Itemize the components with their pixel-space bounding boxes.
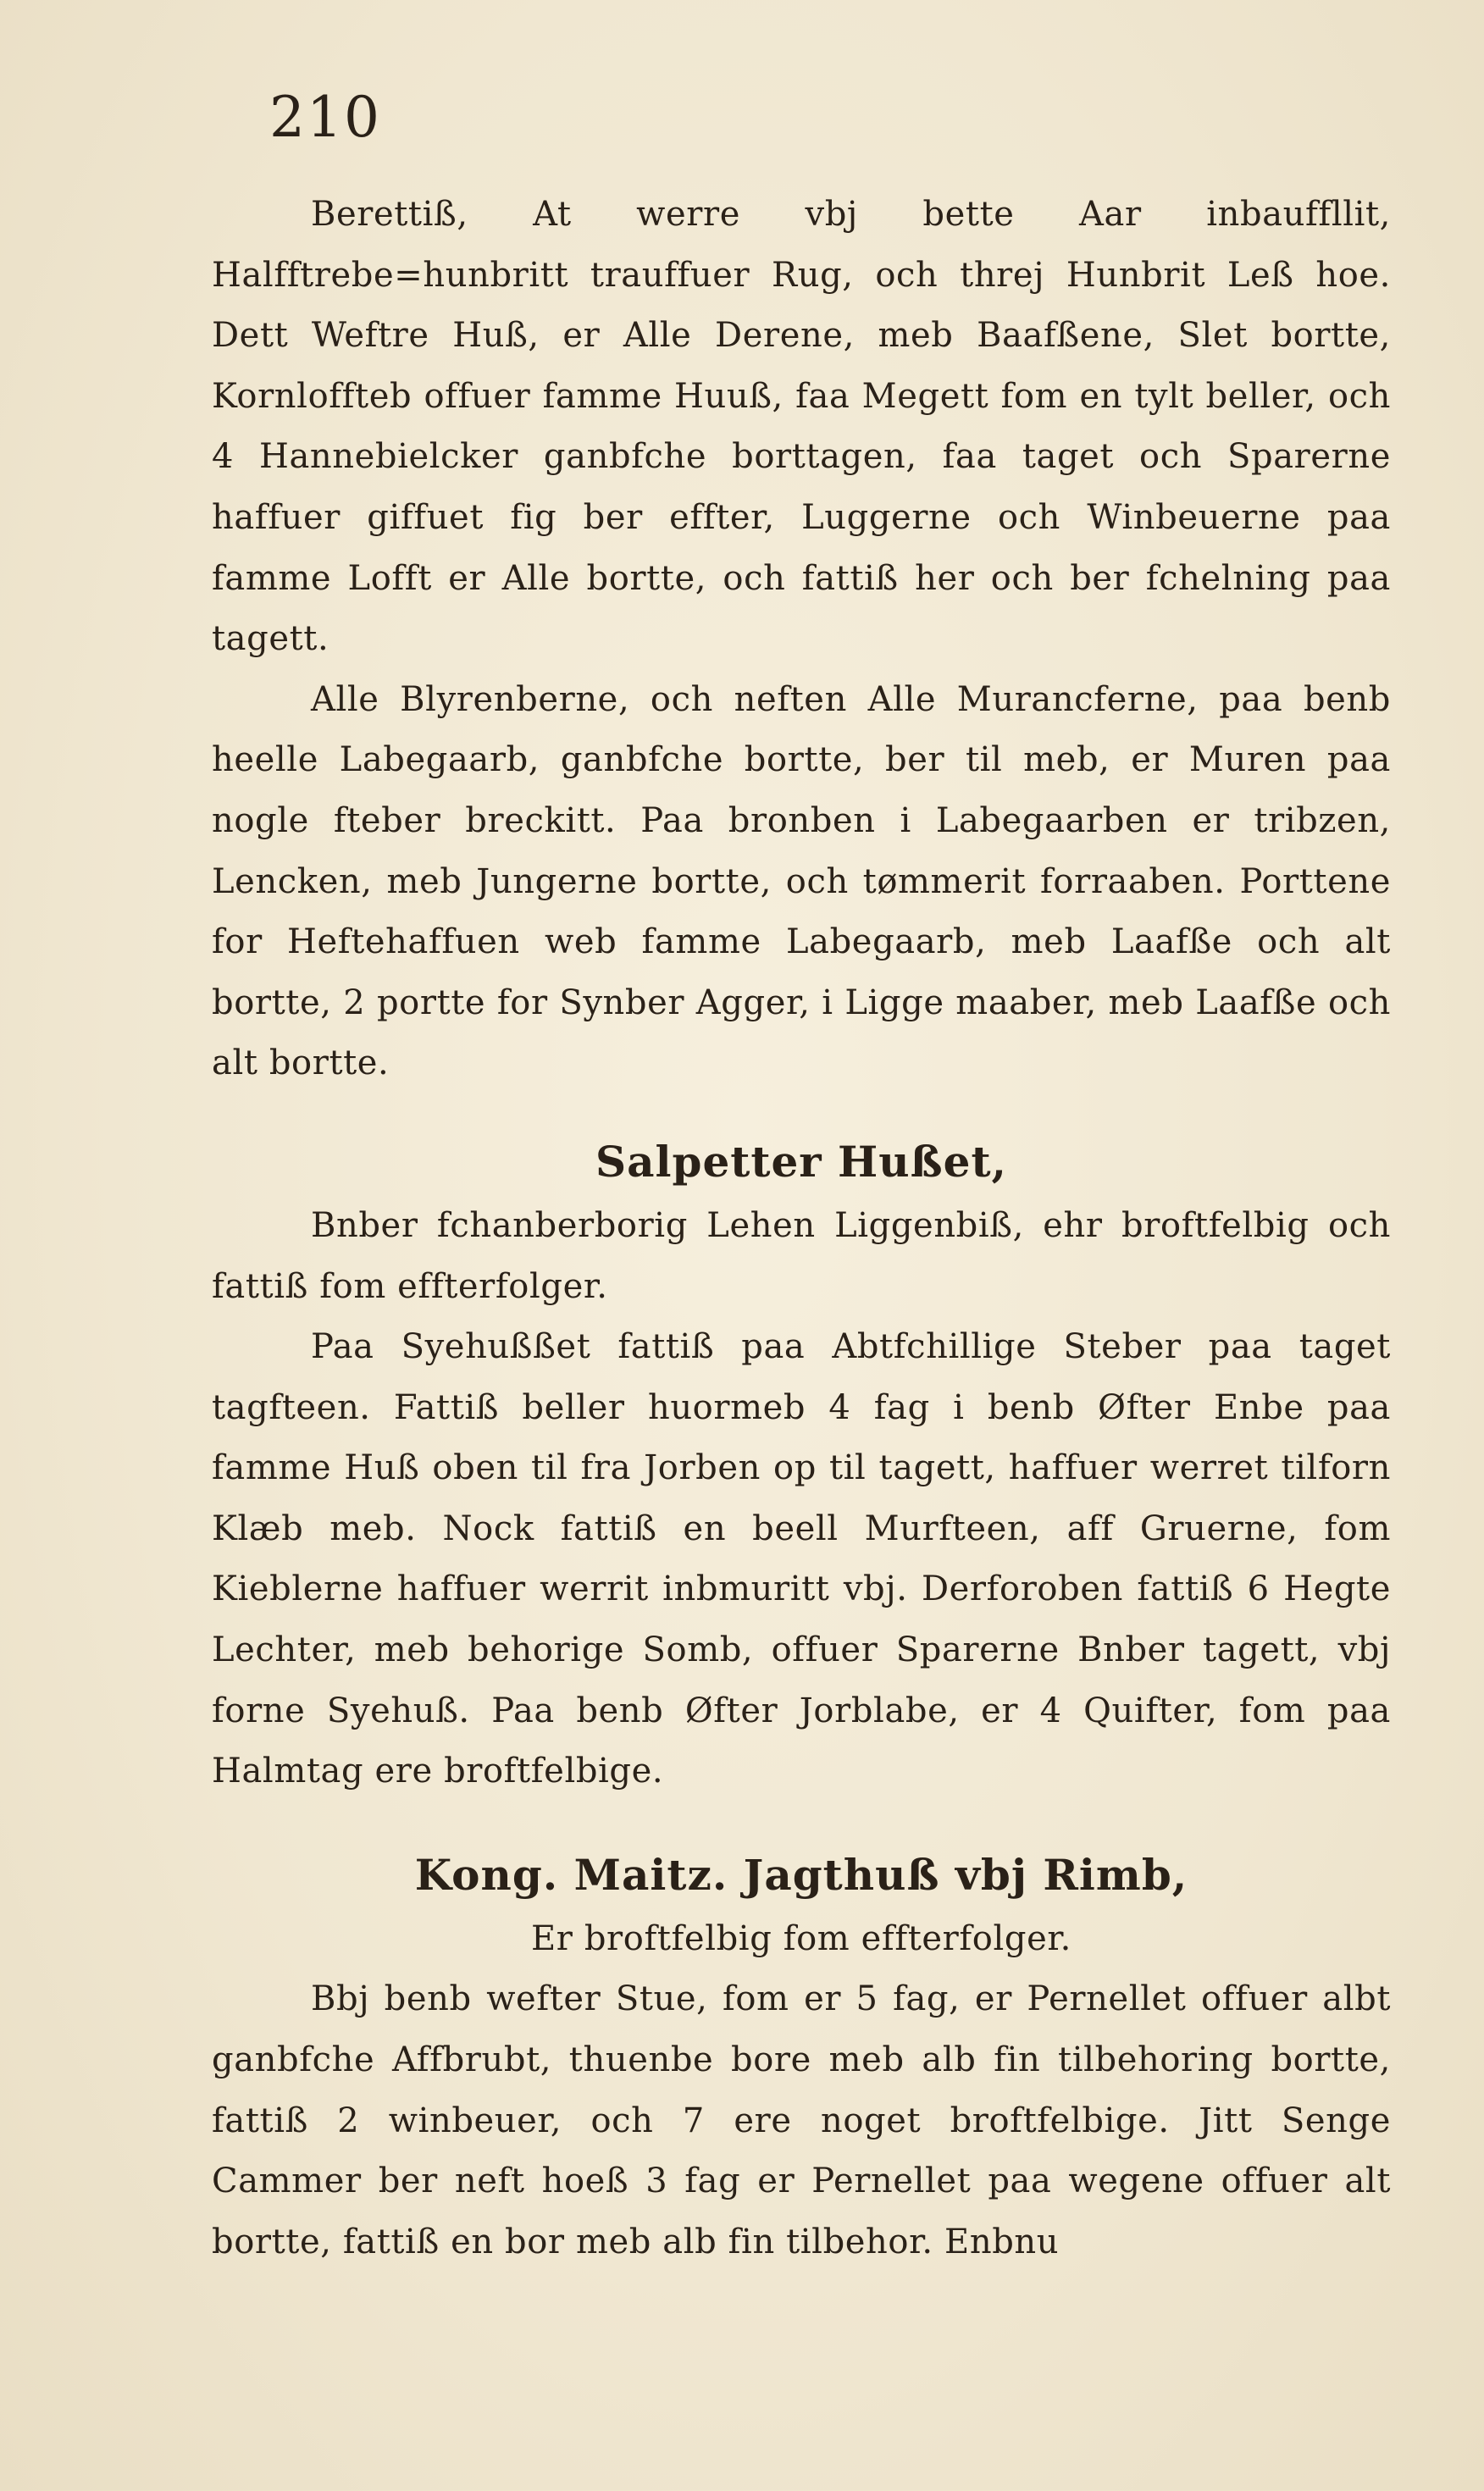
section-subheading: Er broftfelbig fom effterfolger. [531,1918,1071,1958]
paragraph: Bnber fchanberborig Lehen Liggenbiß, ehr broftfelbig och fattiß fom effterfolger. [212,1205,1391,1306]
page-number: 210 [269,85,381,150]
section-heading: Kong. Maitz. Jagthuß vbj Rimb, [414,1849,1188,1900]
body-text [212,185,1391,2272]
paragraph: Berettiß, At werre vbj bette Aar inbauffllit, Halfftrebe=hunbritt trauffuer Rug, och threj Hunbrit Leß hoe. Dett Weftre Huß, er Alle Derene, meb Baafßene, Slet bortte, Kornloffteb offuer famme Huuß, faa Megett fom en tylt beller, och 4 Hannebielcker ganbfche borttagen, faa taget och Sparerne haffuer giffuet fig ber effter, Luggerne och Winbeuerne paa famme Lofft er Alle bortte, och fattiß her och ber fchelning paa tagett. [212,195,1391,659]
paragraph: Alle Blyrenberne, och neften Alle Murancferne, paa benb heelle Labegaarb, ganbfche bortte, ber til meb, er Muren paa nogle fteber breckitt. Paa bronben i Labegaarben er tribzen, Lencken, meb Jungerne bortte, och tømmerit forraaben. Porttene for Heftehaffuen web famme Labegaarb, meb Laafße och alt bortte, 2 portte for Synber Agger, i Ligge maaber, meb Laafße och alt bortte. [212,679,1391,1083]
paragraph: Bbj benb wefter Stue, fom er 5 fag, er Pernellet offuer albt ganbfche Affbrubt, thuenbe bore meb alb fin tilbehoring bortte, fattiß 2 winbeuer, och 7 ere noget broftfelbige. Jitt Senge Cammer ber neft hoeß 3 fag er Pernellet paa wegene offuer alt bortte, fattiß en bor meb alb fin tilbehor. Enbnu [212,1979,1391,2261]
paragraph: Paa Syehußßet fattiß paa Abtfchillige Steber paa taget tagfteen. Fattiß beller huormeb 4 fag i benb Øfter Enbe paa famme Huß oben til fra Jorben op til tagett, haffuer werret tilforn Klæb meb. Nock fattiß en beell Murfteen, aff Gruerne, fom Kieblerne haffuer werrit inbmuritt vbj. Derforoben fattiß 6 Hegte Lechter, meb behorige Somb, offuer Sparerne Bnber tagett, vbj forne Syehuß. Paa benb Øfter Jorblabe, er 4 Quifter, fom paa Halmtag ere broftfelbige. [212,1327,1391,1791]
section-heading: Salpetter Hußet, [595,1136,1007,1187]
